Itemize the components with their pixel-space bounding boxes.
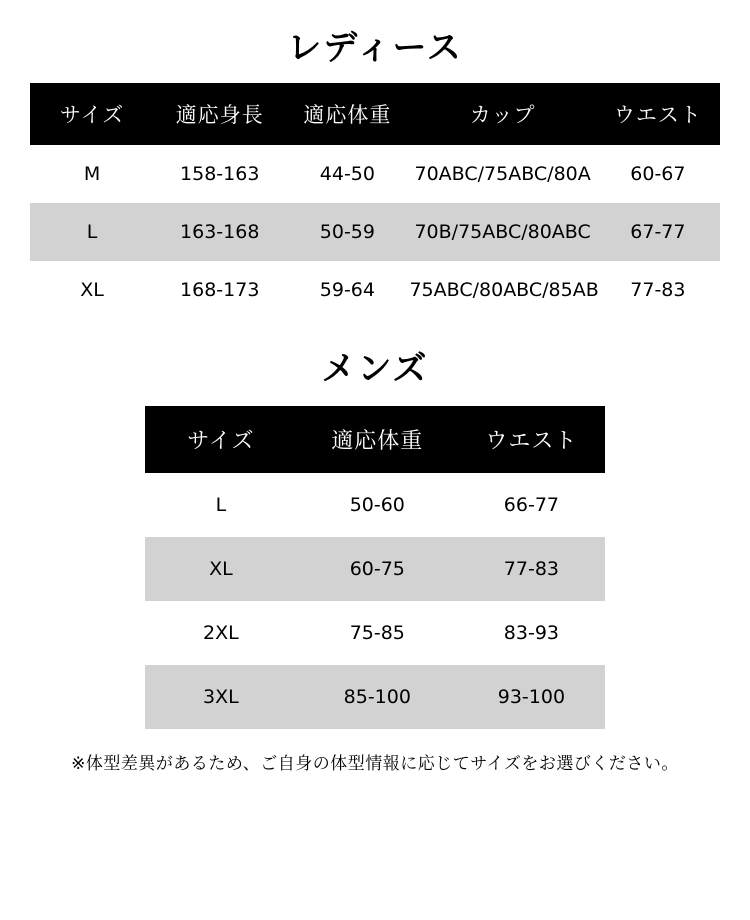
ladies-cell-height: 158-163 <box>180 163 260 185</box>
ladies-cell-cup: 75ABC/80ABC/85AB <box>409 279 599 301</box>
mens-cell-size: L <box>215 494 227 516</box>
table-row <box>145 537 605 601</box>
mens-table-header <box>145 406 605 473</box>
table-row <box>30 203 720 261</box>
ladies-cell-size: XL <box>80 279 104 301</box>
mens-cell-waist: 83-93 <box>503 622 559 644</box>
ladies-cell-size: M <box>83 163 101 185</box>
ladies-header-size: サイズ <box>59 103 125 127</box>
size-note: ※体型差異があるため、ご自身の体型情報に応じてサイズをお選びください。 <box>71 754 679 774</box>
mens-table-body <box>145 473 605 729</box>
ladies-size-table <box>30 83 720 319</box>
ladies-header-cup: カップ <box>469 103 536 127</box>
table-header-row <box>145 406 605 473</box>
mens-header-weight: 適応体重 <box>331 429 424 454</box>
mens-cell-size: XL <box>209 558 233 580</box>
ladies-cell-height: 163-168 <box>180 221 260 243</box>
ladies-cell-waist: 67-77 <box>630 221 686 243</box>
mens-cell-size: 3XL <box>203 686 239 708</box>
mens-cell-size: 2XL <box>203 622 239 644</box>
ladies-cell-weight: 50-59 <box>319 221 375 243</box>
mens-cell-waist: 66-77 <box>503 494 559 516</box>
mens-header-waist: ウエスト <box>485 429 578 454</box>
mens-size-table <box>145 406 605 729</box>
mens-cell-weight: 85-100 <box>343 686 411 708</box>
table-row <box>145 665 605 729</box>
mens-cell-weight: 50-60 <box>349 494 405 516</box>
mens-cell-waist: 77-83 <box>503 558 559 580</box>
table-row <box>145 473 605 537</box>
ladies-cell-waist: 77-83 <box>630 279 686 301</box>
table-row <box>30 261 720 319</box>
ladies-header-waist: ウエスト <box>613 103 702 127</box>
ladies-table-body <box>30 145 720 319</box>
table-row <box>145 601 605 665</box>
mens-cell-weight: 75-85 <box>349 622 405 644</box>
ladies-cell-height: 168-173 <box>180 279 260 301</box>
ladies-cell-weight: 44-50 <box>319 163 375 185</box>
ladies-cell-weight: 59-64 <box>319 279 375 301</box>
ladies-header-weight: 適応体重 <box>303 103 392 127</box>
table-header-row <box>30 83 720 145</box>
table-row <box>30 145 720 203</box>
ladies-cell-cup: 70ABC/75ABC/80A <box>414 163 591 185</box>
ladies-section-title: レディース <box>287 28 463 68</box>
ladies-cell-cup: 70B/75ABC/80ABC <box>414 221 591 243</box>
ladies-cell-size: L <box>86 221 98 243</box>
ladies-cell-waist: 60-67 <box>630 163 686 185</box>
mens-cell-waist: 93-100 <box>497 686 566 708</box>
mens-section-title: メンズ <box>321 349 429 389</box>
mens-header-size: サイズ <box>187 429 255 454</box>
ladies-table-header <box>30 83 720 145</box>
ladies-header-height: 適応身長 <box>175 103 264 127</box>
mens-cell-weight: 60-75 <box>349 558 405 580</box>
